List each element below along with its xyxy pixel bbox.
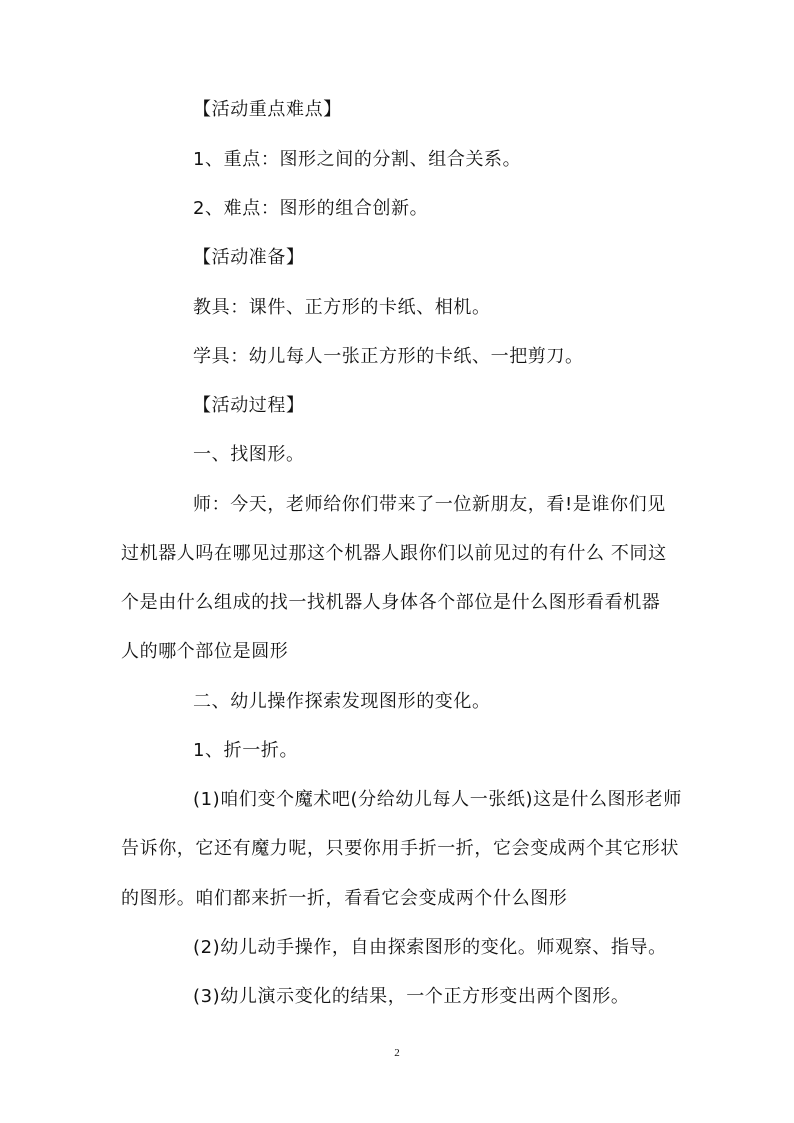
teacher-line-3: 个是由什么组成的找一找机器人身体各个部位是什么图形看看机器 xyxy=(121,592,661,613)
operate-line: (2)幼儿动手操作，自由探索图形的变化。师观察、指导。 xyxy=(193,937,667,958)
magic-line-2: 告诉你，它还有魔力呢，只要你用手折一折，它会变成两个其它形状 xyxy=(121,838,679,859)
heading-preparation: 【活动准备】 xyxy=(193,247,305,268)
heading-key-points: 【活动重点难点】 xyxy=(193,99,342,120)
heading-process: 【活动过程】 xyxy=(193,395,305,416)
key-point-2: 2、难点：图形的组合创新。 xyxy=(193,198,429,219)
step-2-title: 二、幼儿操作探索发现图形的变化。 xyxy=(193,691,491,712)
teacher-line-4: 人的哪个部位是圆形 xyxy=(121,641,289,662)
demo-line: (3)幼儿演示变化的结果，一个正方形变出两个图形。 xyxy=(193,986,630,1007)
key-point-1: 1、重点：图形之间的分割、组合关系。 xyxy=(193,149,522,170)
substep-1-title: 1、折一折。 xyxy=(193,740,299,761)
magic-line-1: (1)咱们变个魔术吧(分给幼儿每人一张纸)这是什么图形老师 xyxy=(193,789,682,810)
step-1-title: 一、找图形。 xyxy=(193,444,305,465)
learning-aids: 学具：幼儿每人一张正方形的卡纸、一把剪刀。 xyxy=(193,346,584,367)
magic-line-3: 的图形。咱们都来折一折，看看它会变成两个什么图形 xyxy=(121,888,568,909)
page-number: 2 xyxy=(394,1047,400,1059)
teacher-line-1: 师：今天，老师给你们带来了一位新朋友，看!是谁你们见 xyxy=(193,494,666,515)
teacher-line-2: 过机器人吗在哪见过那这个机器人跟你们以前见过的有什么 不同这 xyxy=(121,543,667,564)
teaching-aids: 教具：课件、正方形的卡纸、相机。 xyxy=(193,297,491,318)
